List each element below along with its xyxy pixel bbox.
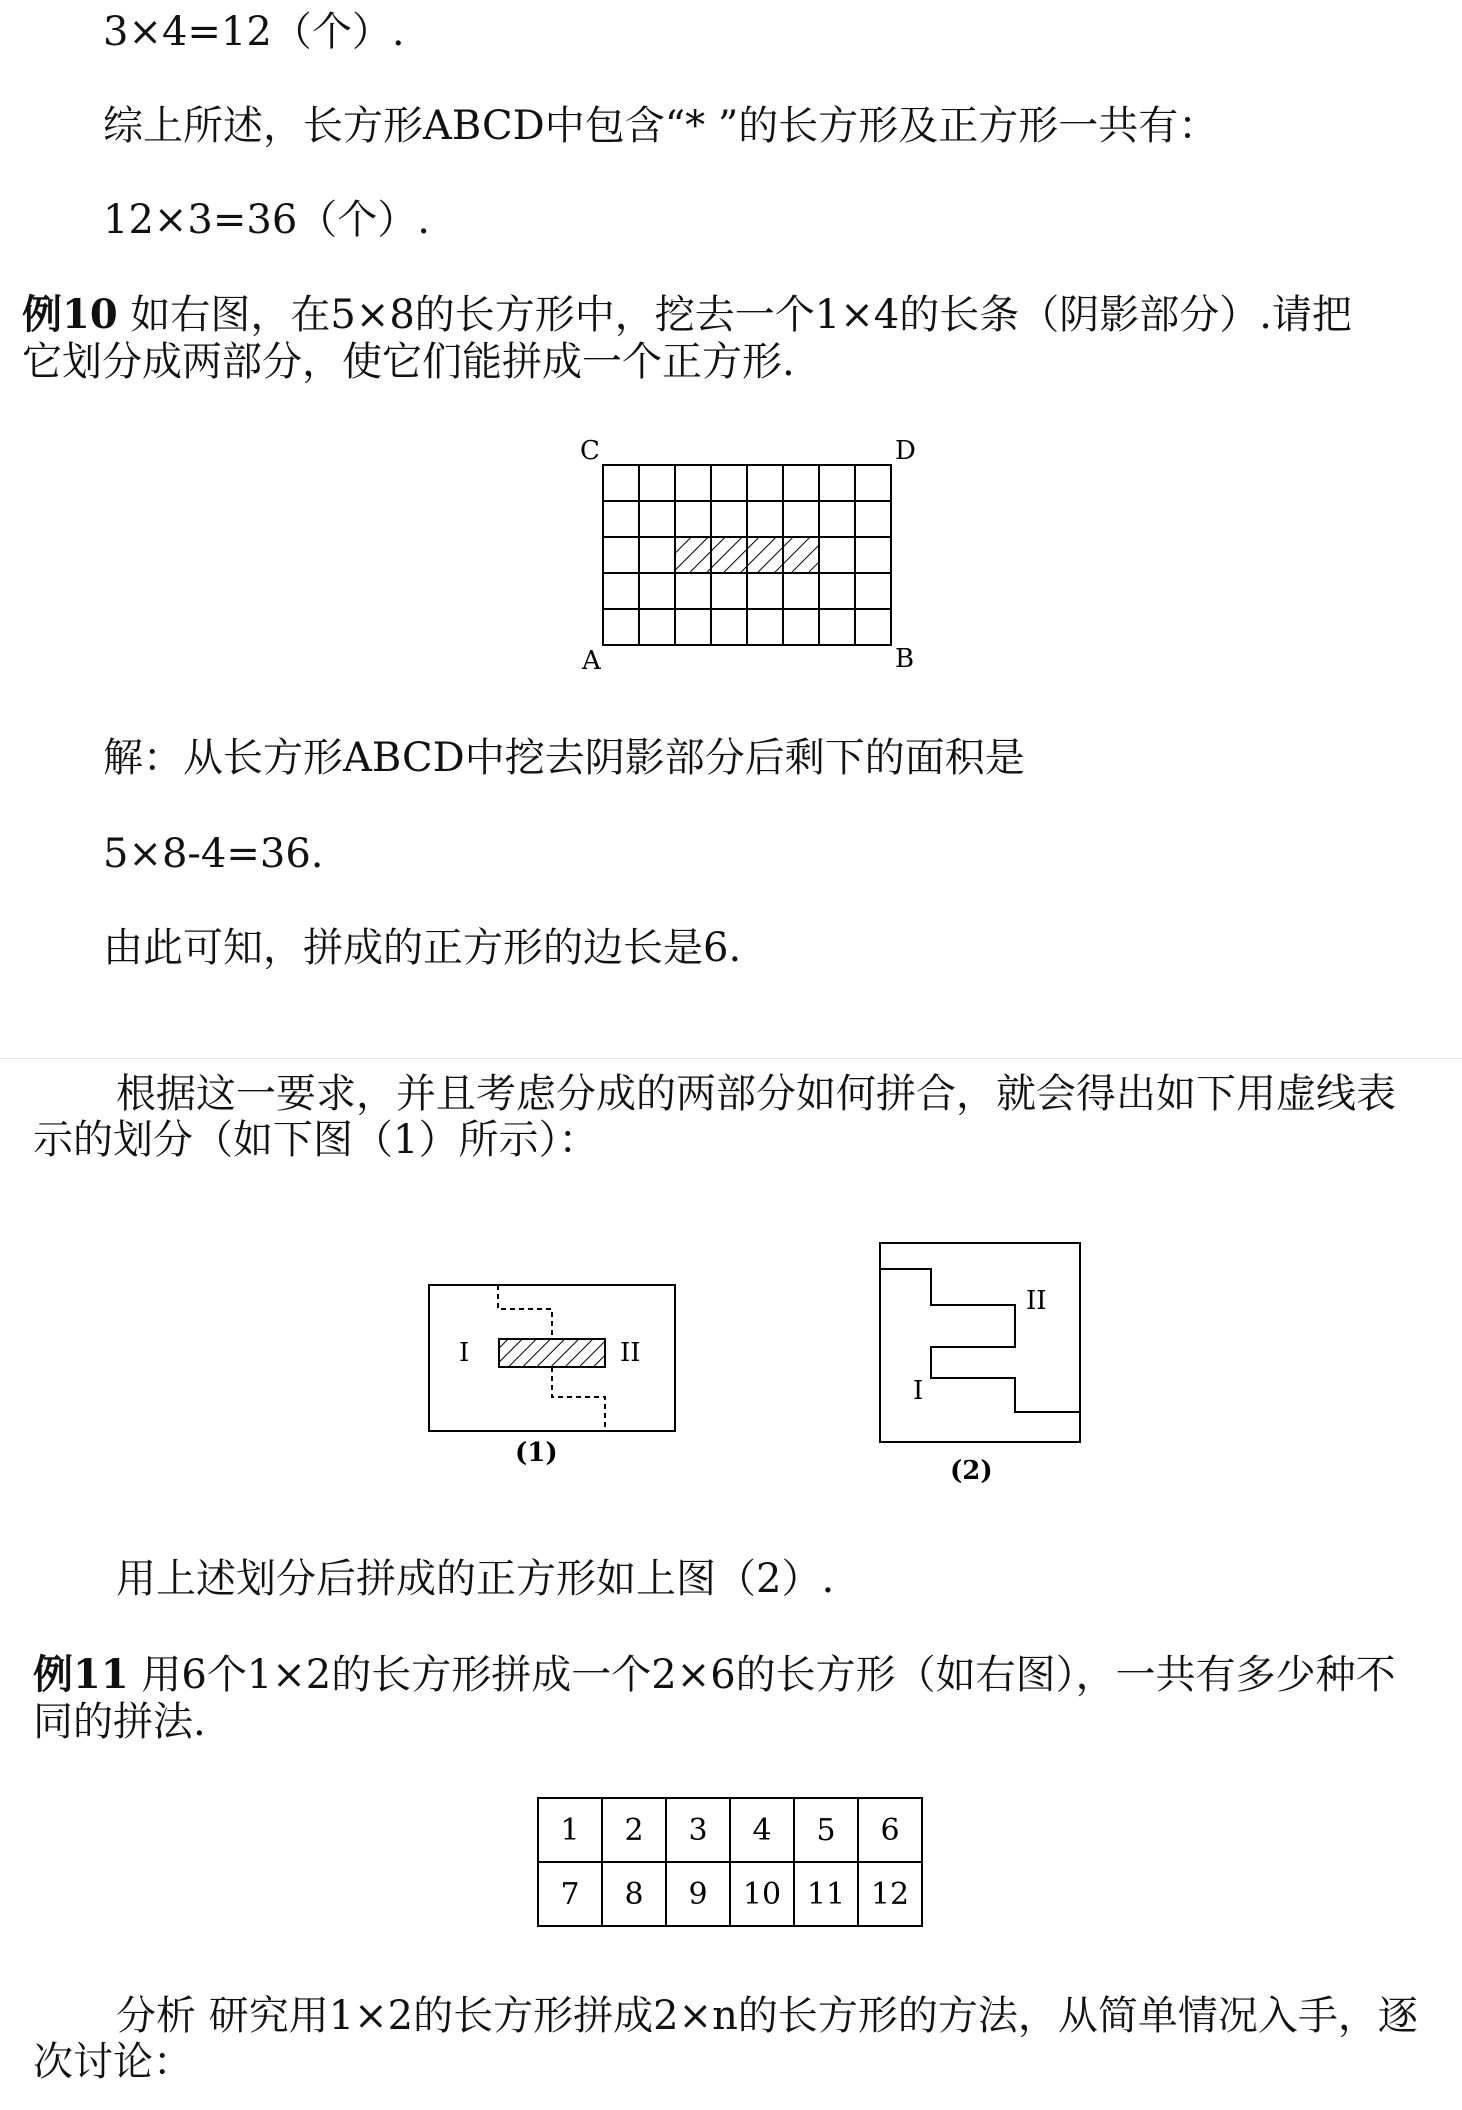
example-10-line-1: [22, 291, 1352, 338]
figure-1: [425, 1280, 680, 1480]
summary-line: 综上所述，长方形ABCD中包含“* ”的长方形及正方形一共有：: [103, 103, 1219, 149]
number-grid: [537, 1797, 923, 1927]
figure-2: [875, 1238, 1090, 1500]
grid-figure: [560, 430, 940, 680]
calc-line-2: 12×3=36（个）.: [103, 197, 430, 243]
example-10-line-2: 它划分成两部分，使它们能拼成一个正方形.: [22, 339, 795, 385]
number-cell: 8: [602, 1862, 666, 1926]
after-figure-line: 用上述划分后拼成的正方形如上图（2）.: [116, 1556, 835, 1602]
figure-1-label-i: I: [459, 1338, 470, 1368]
corner-label-a: A: [582, 646, 601, 676]
figure-1-shaded-strip: [499, 1339, 605, 1367]
number-cell: 1: [538, 1798, 602, 1862]
solution-line-3: 由此可知，拼成的正方形的边长是6.: [103, 925, 742, 971]
number-cell: 9: [666, 1862, 730, 1926]
calc-line-1: 3×4=12（个）.: [103, 9, 405, 55]
number-cell: 7: [538, 1862, 602, 1926]
paragraph-line-1: 根据这一要求，并且考虑分成的两部分如何拼合，就会得出如下用虚线表: [116, 1071, 1396, 1117]
number-grid-row-2: [538, 1862, 922, 1926]
shaded-strip: [675, 537, 819, 573]
number-cell: 5: [794, 1798, 858, 1862]
number-cell: 12: [858, 1862, 922, 1926]
example-11-line-2: 同的拼法.: [33, 1699, 206, 1745]
grid-figure-svg: [560, 430, 940, 680]
number-cell: 6: [858, 1798, 922, 1862]
solution-line-2: 5×8-4=36.: [103, 831, 324, 877]
separator: [0, 1058, 1462, 1059]
number-cell: 4: [730, 1798, 794, 1862]
number-cell: 10: [730, 1862, 794, 1926]
corner-label-b: B: [895, 644, 915, 674]
example-11-label: 例11: [33, 1651, 129, 1698]
analysis-line-1: 分析 研究用1×2的长方形拼成2×n的长方形的方法，从简单情况入手，逐: [116, 1993, 1418, 2039]
example-11-line-1: [33, 1651, 1396, 1698]
figure-1-label-ii: II: [620, 1338, 641, 1368]
example-11-text: 用6个1×2的长方形拼成一个2×6的长方形（如右图），一共有多少种不: [128, 1652, 1396, 1698]
figure-2-label-ii: II: [1026, 1286, 1047, 1316]
example-10-text: 如右图，在5×8的长方形中，挖去一个1×4的长条（阴影部分）.请把: [117, 292, 1352, 338]
corner-label-d: D: [895, 436, 916, 466]
number-grid-row-1: [538, 1798, 922, 1862]
number-cell: 11: [794, 1862, 858, 1926]
figure-2-label-i: I: [913, 1376, 924, 1406]
figure-1-dashed-cut-top: [498, 1285, 552, 1339]
solution-line-1: 解：从长方形ABCD中挖去阴影部分后剩下的面积是: [103, 735, 1025, 781]
figure-2-division-line: [880, 1269, 1080, 1412]
example-10-label: 例10: [22, 291, 118, 338]
figure-1-caption: (1): [515, 1438, 558, 1468]
number-cell: 3: [666, 1798, 730, 1862]
analysis-line-2: 次讨论：: [33, 2039, 193, 2085]
figure-2-caption: (2): [950, 1456, 993, 1486]
number-cell: 2: [602, 1798, 666, 1862]
corner-label-c: C: [580, 436, 600, 466]
figure-1-dashed-cut-bottom: [552, 1367, 605, 1431]
paragraph-line-2: 示的划分（如下图（1）所示）：: [33, 1117, 599, 1163]
